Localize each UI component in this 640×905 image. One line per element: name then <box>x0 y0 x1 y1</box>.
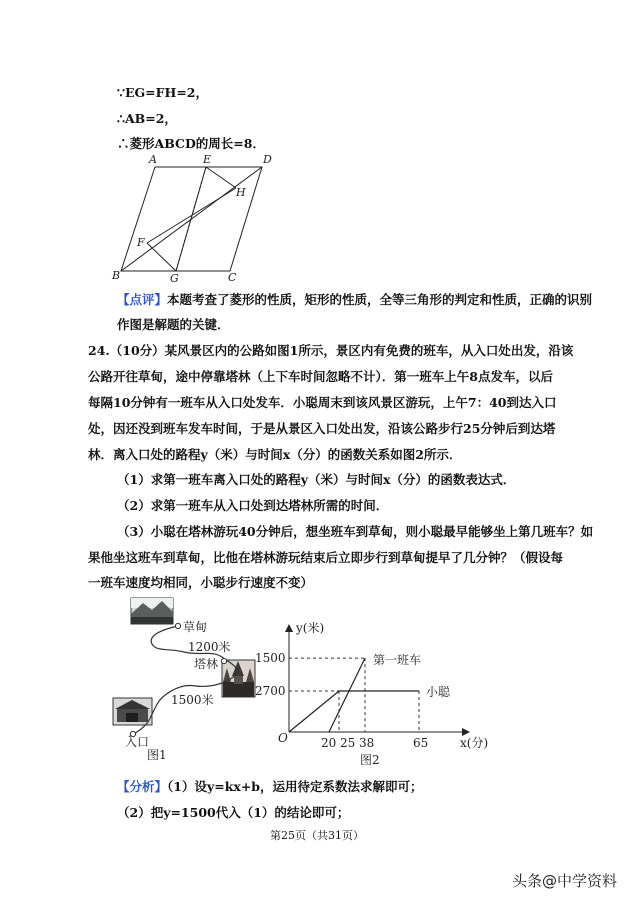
question-3-line-1: （3）小聪在塔林游玩40分钟后，想坐班车到草甸，则小聪最早能够坐上第几班车？如 <box>117 524 594 539</box>
comment-line-2: 作图是解题的关键． <box>117 317 230 332</box>
comment-text-1: 本题考查了菱形的性质，矩形的性质，全等三角形的判定和性质，正确的识别 <box>167 292 593 307</box>
analysis-tag: 【分析】 <box>117 779 168 794</box>
question-3-line-3: 一班车速度均相同，小聪步行速度不变） <box>88 575 314 590</box>
x-tick-label-20: 20 <box>321 736 337 750</box>
y-axis-label: y(米) <box>296 621 325 635</box>
label-A: A <box>149 153 157 166</box>
label-G: G <box>170 272 179 285</box>
figure-2-caption: 图2 <box>360 753 380 767</box>
problem-line-1: 24.（10分）某风景区内的公路如图1所示，景区内有免费的班车，从入口处出发，沿该 <box>88 343 574 358</box>
y-tick-label-2700: 1500 <box>255 651 286 666</box>
tower-label: 塔林 <box>194 657 219 671</box>
question-3-line-2: 果他坐这班车到草甸，比他在塔林游玩结束后立即步行到草甸提早了几分钟？（假设每 <box>88 550 564 565</box>
bus-series-label: 第一班车 <box>373 653 422 668</box>
problem-line-5: 林．离入口处的路程y（米）与时间x（分）的函数关系如图2所示． <box>88 447 462 462</box>
origin-label: O <box>278 731 288 745</box>
analysis-text-1: （1）设y=kx+b，运用待定系数法求解即可； <box>167 779 423 794</box>
page-footer: 第25页（共31页） <box>270 829 364 842</box>
analysis-line-1 <box>117 779 423 795</box>
label-H: H <box>236 186 246 199</box>
x-tick-label-25: 25 <box>340 736 356 750</box>
label-D: D <box>263 153 272 166</box>
proof-line-2: ∴AB=2， <box>117 111 177 126</box>
proof-line-3: ∴菱形ABCD的周长=8． <box>117 136 265 151</box>
question-1: （1）求第一班车离入口处的路程y（米）与时间x（分）的函数表达式． <box>117 472 516 487</box>
walker-series-label: 小聪 <box>426 684 451 699</box>
x-tick-label-38: 38 <box>359 736 375 750</box>
walker-series-line <box>289 691 419 732</box>
label-C: C <box>228 271 237 284</box>
label-F: F <box>137 236 145 249</box>
y-tick-label-1500: 2700 <box>255 683 286 698</box>
meadow-label: 草甸 <box>183 620 208 634</box>
problem-line-2: 公路开往草甸，途中停靠塔林（上下车时间忽略不计）．第一班车上午8点发车，以后 <box>88 369 553 384</box>
y-axis-arrow <box>285 624 293 632</box>
distance-1200-label: 1200米 <box>188 640 231 654</box>
x-tick-label-65: 65 <box>413 736 429 750</box>
x-axis-label: x(分) <box>460 736 489 750</box>
problem-line-4: 处，因还没到班车发车时间，于是从景区入口处出发，沿该公路步行25分钟后到达塔 <box>88 421 556 436</box>
x-axis-arrow <box>462 728 470 736</box>
question-2: （2）求第一班车从入口处到达塔林所需的时间． <box>117 498 389 513</box>
problem-line-3: 每隔10分钟有一班车从入口处发车．小聪周末到该风景区游玩，上午7：40到达入口 <box>88 395 557 410</box>
proof-line-1: ∵EG=FH=2， <box>117 85 208 100</box>
watermark: 头条@中学资料 <box>512 872 618 890</box>
label-E: E <box>203 153 212 166</box>
label-B: B <box>112 269 121 282</box>
entrance-label: 入口 <box>125 735 150 749</box>
comment-tag: 【点评】 <box>117 292 168 307</box>
figure-1-caption: 图1 <box>147 748 167 762</box>
analysis-line-2: （2）把y=1500代入（1）的结论即可； <box>117 805 350 820</box>
distance-1500-label: 1500米 <box>171 693 214 707</box>
